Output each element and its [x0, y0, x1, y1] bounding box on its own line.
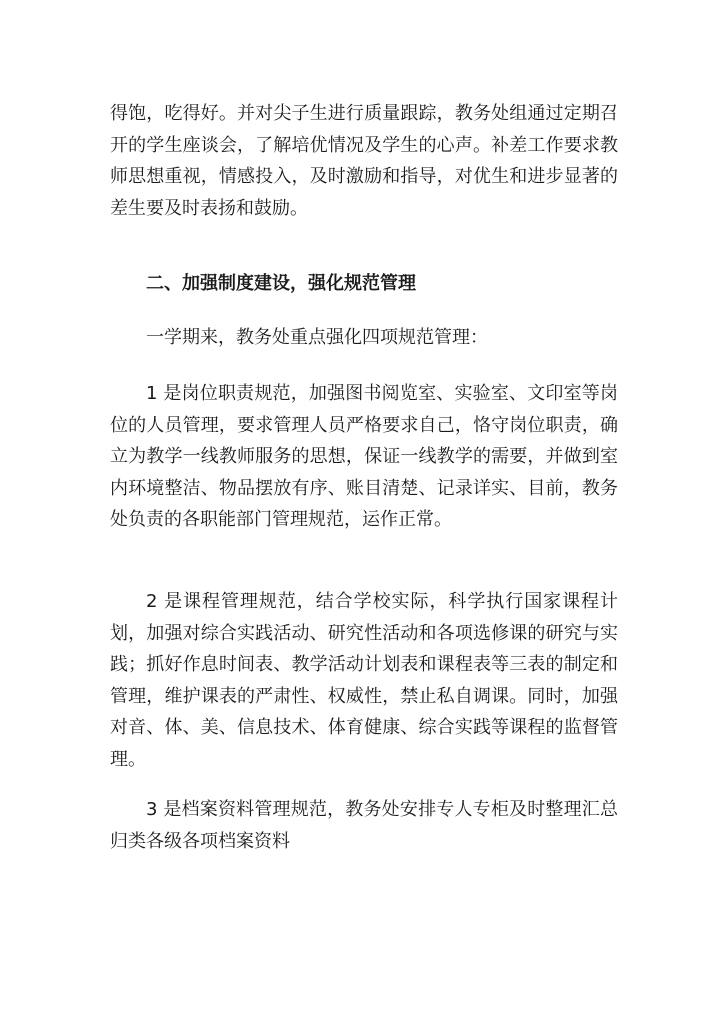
section-heading: 二、加强制度建设，强化规范管理 [146, 273, 416, 294]
paragraph-item-3: 3 是档案资料管理规范，教务处安排专人专柜及时整理汇总归类各级各项档案资料 [110, 799, 618, 852]
paragraph-item-2: 2 是课程管理规范，结合学校实际，科学执行国家课程计划，加强对综合实践活动、研究性活动和各项选修课的研究与实践；抓好作息时间表、教学活动计划表和课程表等三表的制定和管理，维护课表的严肃性、权威性，禁止私自调课。同时，加强对音、体、美、信息技术、体育健康、综合实践等课程的监督管理。 [110, 591, 618, 770]
paragraph-continuation: 得饱，吃得好。并对尖子生进行质量跟踪，教务处组通过定期召开的学生座谈会，了解培优情况及学生的心声。补差工作要求教师思想重视，情感投入，及时激励和指导，对优生和进步显著的差生要及时表扬和鼓励。 [110, 103, 618, 219]
paragraph-intro: 一学期来，教务处重点强化四项规范管理： [146, 327, 488, 348]
paragraph-item-1: 1 是岗位职责规范，加强图书阅览室、实验室、文印室等岗位的人员管理，要求管理人员严格要求自己，恪守岗位职责，确立为教学一线教师服务的思想，保证一线教学的需要，并做到室内环境整洁、物品摆放有序、账目清楚、记录详实、目前，教务处负责的各职能部门管理规范，运作正常。 [110, 383, 618, 530]
